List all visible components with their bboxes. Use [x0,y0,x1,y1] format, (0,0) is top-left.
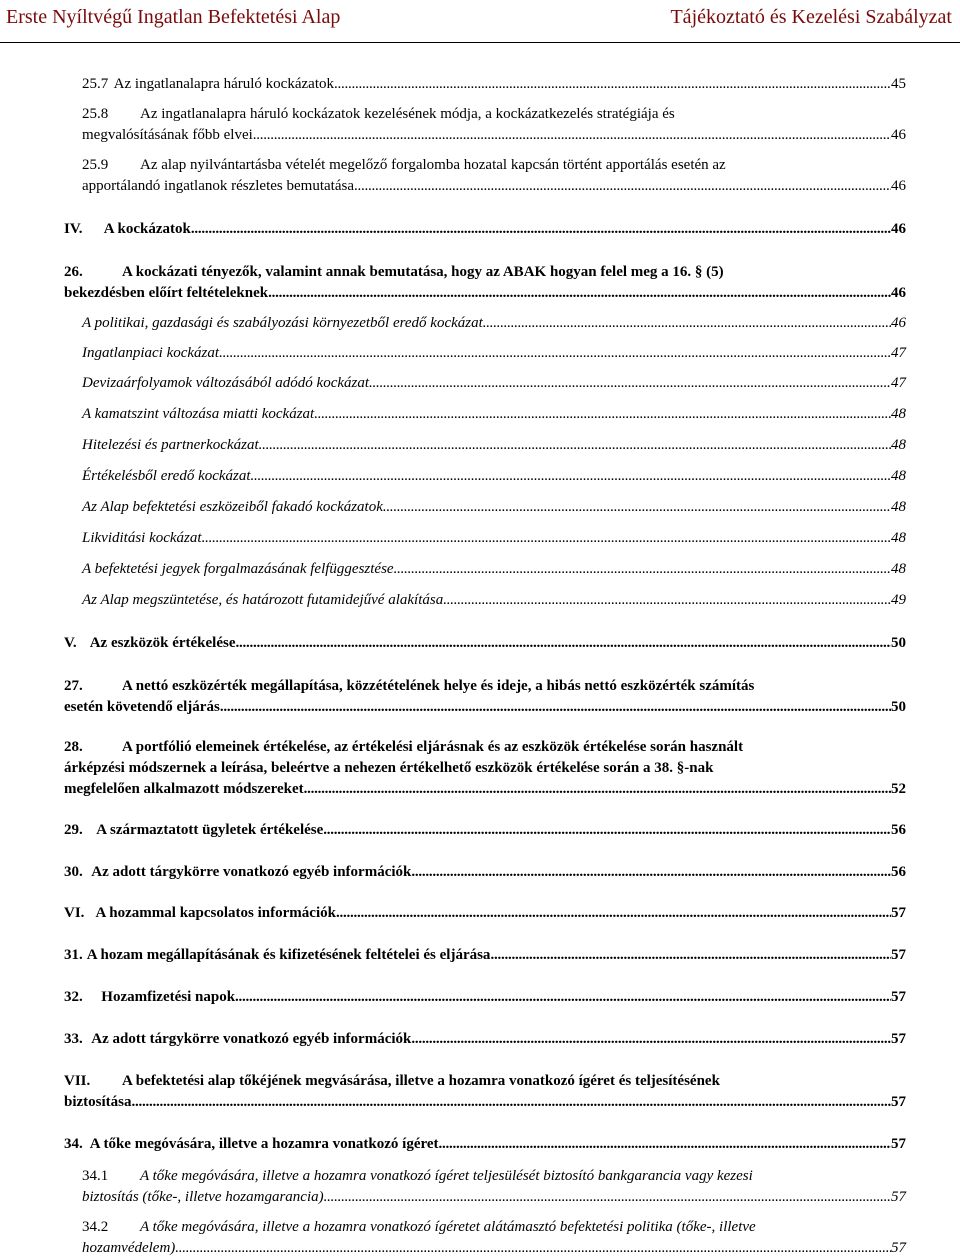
toc-leader [490,945,891,966]
toc-leader [394,559,891,580]
toc-page-number: 50 [891,699,906,715]
toc-title: A származtatott ügyletek értékelése [96,822,324,838]
toc-page-number: 57 [891,1240,906,1256]
toc-page-number: 46 [891,127,906,143]
toc-number: 34.1 [82,1168,109,1184]
toc-entry-chapter-iv[interactable] [64,219,906,240]
toc-leader [336,903,891,924]
toc-entry-28[interactable] [64,737,906,800]
toc-entry-26[interactable] [64,262,906,304]
toc-entry-interest-risk[interactable] [82,404,906,425]
toc-page-number: 57 [891,1136,906,1152]
header-fund-name: Erste Nyíltvégű Ingatlan Befektetési Alap [6,6,341,28]
toc-page-number: 48 [891,406,906,422]
toc-title-continued: biztosítás (tőke-, illetve hozamgarancia) [82,1189,324,1205]
toc-leader [354,176,891,197]
toc-leader [383,497,891,518]
toc-entry-30[interactable] [64,862,906,883]
toc-title: Az ingatlanalapra háruló kockázatok kezelésének módja, a kockázatkezelés stratégiája és [140,106,675,122]
toc-entry-34-2[interactable] [82,1217,906,1259]
toc-title: Devizaárfolyamok változásából adódó kockázat [82,375,370,391]
toc-number: 29. [64,822,83,838]
toc-title-continued: megvalósításának főbb elvei [82,127,253,143]
toc-title: A kockázatok [103,221,191,237]
toc-title: A nettó eszközérték megállapítása, közzétételének helye és ideje, a hibás nettó eszközérték számítás [122,678,755,694]
toc-title-continued: apportálandó ingatlanok részletes bemutatása [82,178,354,194]
toc-title: A politikai, gazdasági és szabályozási környezetből eredő kockázat [82,315,483,331]
toc-title: Az Alap befektetési eszközeiből fakadó kockázatok [82,499,383,515]
toc-title: Az adott tárgykörre vonatkozó egyéb információk [91,1031,412,1047]
toc-number: 32. [64,989,83,1005]
toc-title-continued: biztosítása [64,1094,132,1110]
toc-leader [324,1187,891,1208]
toc-leader [439,1134,891,1155]
toc-entry-32[interactable] [64,987,906,1008]
toc-page-number: 46 [891,285,906,301]
toc-page-number: 49 [891,592,906,608]
toc-number: 28. [64,739,83,755]
toc-page-number: 46 [891,178,906,194]
toc-leader [443,590,891,611]
toc-number: 25.7 [82,76,109,92]
toc-title: A portfólió elemeinek értékelése, az értékelési eljárásnak és az eszközök értékelése során használt [122,739,744,755]
toc-number: 27. [64,678,83,694]
toc-leader [323,820,891,841]
toc-entry-34-1[interactable] [82,1166,906,1208]
toc-title: A kockázati tényezők, valamint annak bemutatása, hogy az ABAK hogyan felel meg a 16. § (5) [122,264,724,280]
header-document-title: Tájékoztató és Kezelési Szabályzat [670,6,952,28]
toc-leader [411,1029,891,1050]
toc-entry-suspension-risk[interactable] [82,559,906,580]
toc-entry-chapter-vii[interactable] [64,1071,906,1113]
toc-leader [334,74,891,95]
toc-page-number: 57 [891,947,906,963]
toc-page-number: 52 [891,781,906,797]
toc-number: 34.2 [82,1219,109,1235]
toc-page-number: 57 [891,1031,906,1047]
toc-leader [202,528,891,549]
toc-leader [411,862,891,883]
toc-number: 30. [64,864,83,880]
toc-leader [235,987,891,1008]
toc-entry-asset-risk[interactable] [82,497,906,518]
toc-leader [219,343,891,364]
toc-entry-25-9[interactable] [82,155,906,197]
toc-title: Az Alap megszüntetése, és határozott futamidejűvé alakítása [82,592,444,608]
toc-title: Ingatlanpiaci kockázat [82,345,220,361]
toc-number: 31. [64,947,83,963]
toc-page-number: 57 [891,905,906,921]
toc-page-number: 45 [891,76,906,92]
toc-page-number: 48 [891,530,906,546]
toc-title: Értékelésből eredő kockázat [82,468,251,484]
toc-leader [259,435,891,456]
toc-entry-termination-risk[interactable] [82,590,906,611]
toc-page-number: 48 [891,561,906,577]
toc-page-number: 46 [891,221,906,237]
toc-page-number: 56 [891,822,906,838]
toc-entry-chapter-v[interactable] [64,633,906,654]
toc-title-continued: bekezdésben előírt feltételeknek [64,285,269,301]
toc-title: Az adott tárgykörre vonatkozó egyéb információk [91,864,412,880]
toc-leader [251,466,891,487]
toc-title: A kamatszint változása miatti kockázat [82,406,315,422]
toc-title: A befektetési jegyek forgalmazásának felfüggesztése [82,561,394,577]
toc-entry-25-8[interactable] [82,104,906,146]
toc-entry-29[interactable] [64,820,906,841]
toc-leader [369,373,891,394]
toc-number: V. [64,635,77,651]
toc-leader [220,697,891,718]
header-rule [0,42,960,43]
toc-number: 25.8 [82,106,109,122]
toc-title-continued: esetén követendő eljárás [64,699,220,715]
toc-entry-liquidity-risk[interactable] [82,528,906,549]
toc-number: 26. [64,264,83,280]
toc-entry-credit-risk[interactable] [82,435,906,456]
toc-title: Likviditási kockázat [82,530,202,546]
toc-title-continued: megfelelően alkalmazott módszereket [64,781,304,797]
toc-entry-chapter-vi[interactable] [64,903,906,924]
toc-title-continued: árképzési módszernek a leírása, beleértve a nehezen értékelhető eszközök értékelése során a 38. §-nak [64,760,714,776]
toc-title: Az ingatlanalapra háruló kockázatok [113,76,334,92]
toc-number: 34. [64,1136,83,1152]
toc-page-number: 48 [891,437,906,453]
toc-page-number: 56 [891,864,906,880]
toc-page-number: 48 [891,468,906,484]
toc-leader [253,125,891,146]
toc-page-number: 57 [891,1094,906,1110]
toc-leader [235,633,891,654]
toc-number: IV. [64,221,83,237]
toc-number: 33. [64,1031,83,1047]
toc-title: Hitelezési és partnerkockázat [82,437,259,453]
toc-number: 25.9 [82,157,109,173]
toc-page-number: 47 [891,375,906,391]
toc-title: A tőke megóvására, illetve a hozamra vonatkozó ígéret [89,1136,439,1152]
toc-leader [191,219,891,240]
toc-title: Az eszközök értékelése [89,635,236,651]
toc-entry-33[interactable] [64,1029,906,1050]
toc-title: A befektetési alap tőkéjének megvásárása, illetve a hozamra vonatkozó ígéret és teljesítésének [122,1073,720,1089]
toc-leader [175,1238,891,1259]
toc-number: VII. [64,1073,91,1089]
toc-entry-real-estate-risk[interactable] [82,343,906,364]
toc-leader [268,283,891,304]
toc-leader [304,779,891,800]
toc-title: A hozam megállapításának és kifizetésének feltételei és eljárása [86,947,491,963]
toc-page-number: 57 [891,1189,906,1205]
toc-entry-fx-risk[interactable] [82,373,906,394]
toc-page-number: 57 [891,989,906,1005]
toc-title: A tőke megóvására, illetve a hozamra vonatkozó ígéret teljesülését biztosító bankgarancia vagy kezesi [140,1168,753,1184]
toc-entry-political-risk[interactable] [82,313,906,334]
toc-entry-27[interactable] [64,676,906,718]
toc-entry-31[interactable] [64,945,906,966]
page-header [0,0,960,36]
toc-title: Hozamfizetési napok [101,989,236,1005]
toc-number: VI. [64,905,85,921]
toc-page-number: 50 [891,635,906,651]
toc-entry-34[interactable] [64,1134,906,1155]
toc-title-continued: hozamvédelem) [82,1240,176,1256]
toc-page-number: 46 [891,315,906,331]
toc-page-number: 47 [891,345,906,361]
toc-page-number: 48 [891,499,906,515]
toc-leader [483,313,891,334]
toc-leader [132,1092,892,1113]
toc-title: A hozammal kapcsolatos információk [95,905,336,921]
toc-entry-valuation-risk[interactable] [82,466,906,487]
toc-title: A tőke megóvására, illetve a hozamra vonatkozó ígéretet alátámasztó befektetési politika (tőke-, illetve [140,1219,756,1235]
toc-title: Az alap nyilvántartásba vételét megelőző forgalomba hozatal kapcsán történt apportálás esetén az [140,157,726,173]
toc-leader [314,404,891,425]
toc-entry-25-7[interactable] [82,74,906,95]
